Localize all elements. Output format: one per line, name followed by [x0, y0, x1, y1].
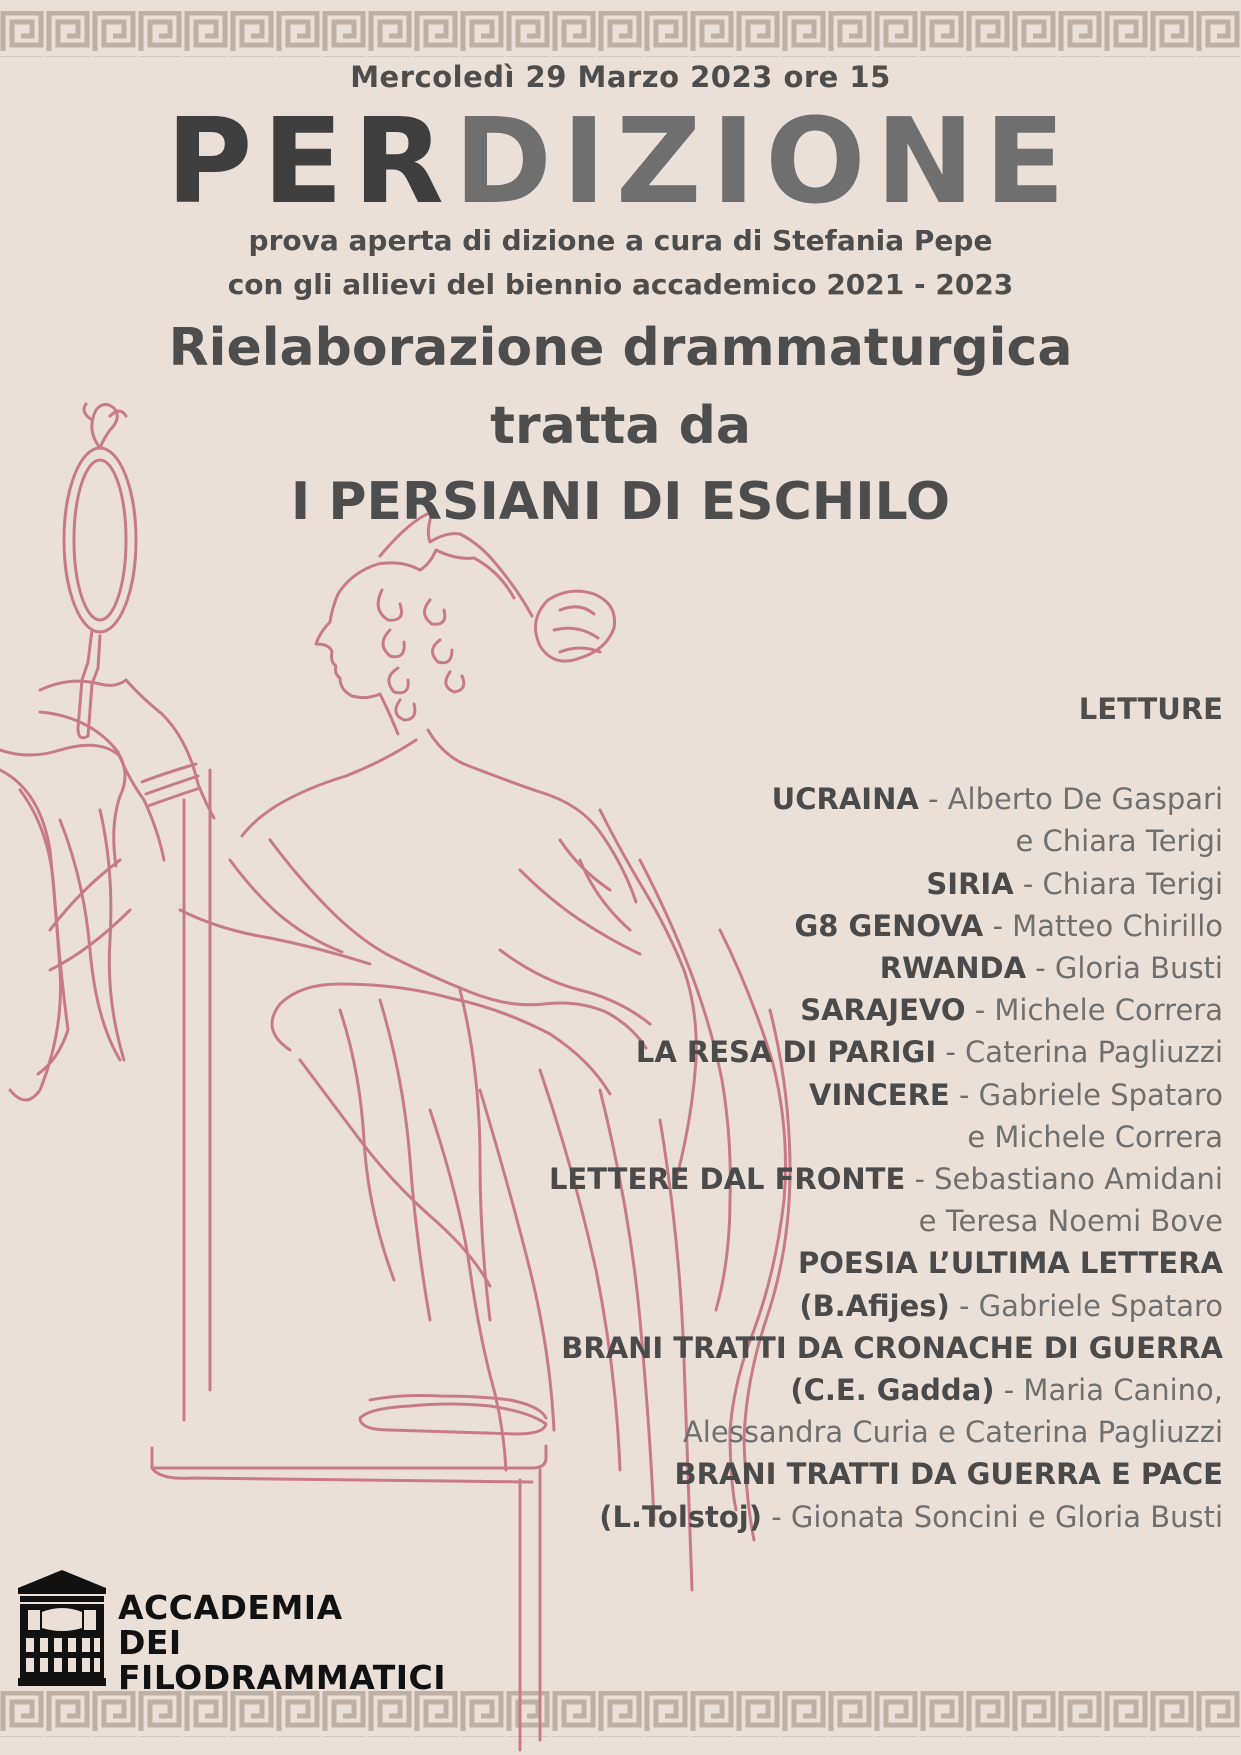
letture-line-bold: G8 GENOVA [794, 908, 984, 943]
logo-text [118, 1590, 446, 1695]
letture-line-rest: e Michele Correra [967, 1119, 1223, 1154]
title-part-dizione: DIZIONE [453, 92, 1075, 230]
letture-line-bold: BRANI TRATTI DA CRONACHE DI GUERRA [561, 1330, 1223, 1365]
letture-line-rest: - Michele Correra [965, 993, 1223, 1028]
letture-line-rest: - Sebastiano Amidani [905, 1162, 1223, 1197]
letture-line [463, 905, 1223, 947]
letture-line [463, 863, 1223, 905]
letture-line-bold: BRANI TRATTI DA GUERRA E PACE [674, 1457, 1223, 1492]
letture-line [463, 1496, 1223, 1538]
letture-list [463, 688, 1223, 1538]
letture-line [463, 989, 1223, 1031]
letture-line-bold: UCRAINA [771, 782, 919, 817]
letture-line-bold: RWANDA [879, 951, 1027, 986]
letture-line-bold: POESIA L’ULTIMA LETTERA [797, 1246, 1223, 1281]
letture-line [463, 1411, 1223, 1453]
page-title [0, 92, 1241, 230]
heading-line-3: I PERSIANI DI ESCHILO [290, 472, 951, 532]
letture-line [463, 778, 1223, 820]
letture-line-rest: - Gabriele Spataro [949, 1077, 1223, 1112]
letture-line [463, 947, 1223, 989]
letture-line [463, 1242, 1223, 1284]
logo-line-2: DEI [118, 1623, 182, 1662]
letture-line-rest: e Teresa Noemi Bove [918, 1204, 1223, 1239]
letture-line-rest: Alessandra Curia e Caterina Pagliuzzi [682, 1415, 1223, 1450]
event-date: Mercoledì 29 Marzo 2023 ore 15 [350, 60, 891, 94]
letture-line-bold: LA RESA DI PARIGI [635, 1035, 937, 1070]
letture-line [463, 1031, 1223, 1073]
letture-line [463, 1074, 1223, 1116]
subtitle-line-1: prova aperta di dizione a cura di Stefania Pepe [248, 224, 993, 257]
letture-line [463, 1285, 1223, 1327]
letture-line-bold: (B.Afijes) [799, 1288, 950, 1323]
letture-line-bold: VINCERE [809, 1077, 950, 1112]
letture-line-rest: - Matteo Chirillo [983, 908, 1223, 943]
theatre-building-icon [16, 1570, 108, 1686]
logo-line-1: ACCADEMIA [118, 1588, 343, 1627]
letture-line [463, 1200, 1223, 1242]
letture-line-rest: - Chiara Terigi [1013, 866, 1223, 901]
letture-title: LETTURE [1078, 692, 1223, 726]
letture-line-rest: - Gloria Busti [1026, 951, 1223, 986]
letture-line-bold: SARAJEVO [800, 993, 966, 1028]
title-part-per: PER [166, 92, 454, 230]
logo-line-3: FILODRAMMATICI [118, 1658, 447, 1697]
letture-line-bold: LETTERE DAL FRONTE [548, 1162, 906, 1197]
letture-line-bold: (C.E. Gadda) [790, 1373, 995, 1408]
letture-line-bold: SIRIA [926, 866, 1014, 901]
letture-line [463, 1327, 1223, 1369]
heading-line-2: tratta da [490, 396, 751, 456]
letture-line-rest: e Chiara Terigi [1015, 824, 1223, 859]
letture-line [463, 1453, 1223, 1495]
letture-line-rest: - Caterina Pagliuzzi [936, 1035, 1223, 1070]
letture-line [463, 1116, 1223, 1158]
letture-line-rest: - Gabriele Spataro [949, 1288, 1223, 1323]
letture-line [463, 1158, 1223, 1200]
letture-line [463, 820, 1223, 862]
subtitle-line-2: con gli allievi del biennio accademico 2021 - 2023 [227, 268, 1014, 301]
letture-line [463, 1369, 1223, 1411]
letture-line-bold: (L.Tolstoj) [599, 1499, 763, 1534]
heading-line-1: Rielaborazione drammaturgica [168, 318, 1073, 378]
letture-line-rest: - Alberto De Gaspari [918, 782, 1223, 817]
letture-line-rest: - Maria Canino, [994, 1373, 1223, 1408]
letture-line-rest: - Gionata Soncini e Gloria Busti [762, 1499, 1223, 1534]
greek-key-border-top [0, 8, 1241, 60]
